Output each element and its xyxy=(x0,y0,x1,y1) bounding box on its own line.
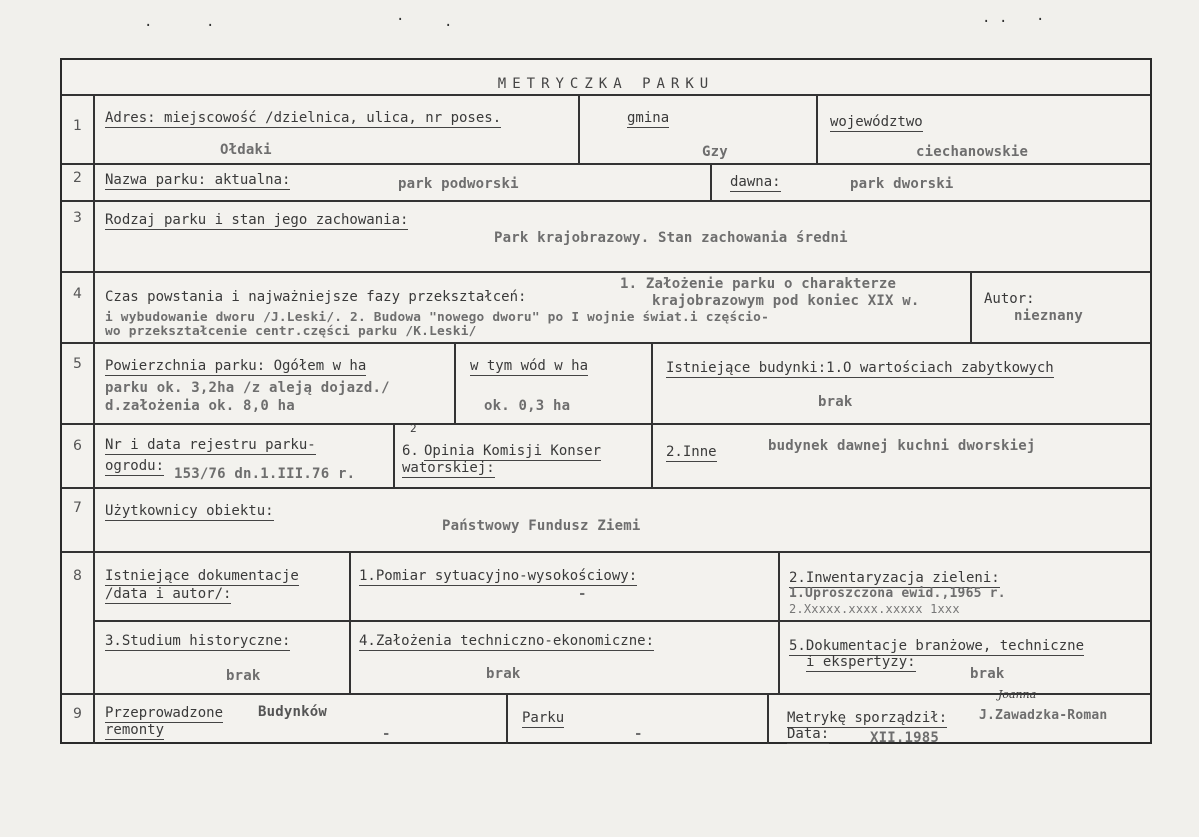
prepared-by-first-name: Joanna xyxy=(998,688,1037,701)
cell-divider xyxy=(393,423,395,487)
area-value: d.założenia ok. 8,0 ha xyxy=(105,398,295,414)
form-title: METRYCZKA PARKU xyxy=(497,76,715,92)
history-phases-value: krajobrazowym pod koniec XIX w. xyxy=(652,293,920,309)
area-label: Powierzchnia parku: Ogółem w ha xyxy=(105,358,367,374)
register-label: ogrodu: xyxy=(105,458,165,474)
water-value: ok. 0,3 ha xyxy=(484,398,571,414)
paper-mark: . xyxy=(396,8,405,24)
opinion-label: watorskiej: xyxy=(402,460,495,476)
park-name-value: park podworski xyxy=(398,176,519,192)
park-name-label: Nazwa parku: aktualna: xyxy=(105,172,291,188)
paper-mark: . xyxy=(206,14,215,30)
opinion-number-sup: 2 xyxy=(410,422,417,435)
number-column-divider xyxy=(93,94,95,744)
historical-study-value: brak xyxy=(226,668,261,684)
cell-divider xyxy=(710,163,712,200)
row-number: 3 xyxy=(73,210,82,226)
row-divider xyxy=(62,342,1150,344)
row-number: 1 xyxy=(73,118,82,134)
row-number: 4 xyxy=(73,286,82,302)
cell-divider xyxy=(578,94,580,163)
buildings-value: brak xyxy=(818,394,853,410)
cell-divider xyxy=(651,342,653,423)
prepared-by-value: J.Zawadzka-Roman xyxy=(979,708,1108,723)
cell-divider xyxy=(816,94,818,163)
repairs-park-label: Parku xyxy=(522,710,565,726)
row-divider xyxy=(62,487,1150,489)
water-label: w tym wód w ha xyxy=(470,358,589,374)
historical-study-label: 3.Studium historyczne: xyxy=(105,633,291,649)
users-value: Państwowy Fundusz Ziemi xyxy=(442,518,641,534)
inventory-label: 2.Inwentaryzacja zieleni: xyxy=(789,570,1000,586)
park-type-value: Park krajobrazowy. Stan zachowania średni xyxy=(494,230,848,246)
repairs-park-value: - xyxy=(634,726,643,742)
users-label: Użytkownicy obiektu: xyxy=(105,503,274,519)
inventory-value: 2.Xxxxx.xxxx.xxxxx 1xxx xyxy=(789,602,960,616)
row-number: 5 xyxy=(73,356,82,372)
park-record-card xyxy=(60,58,1152,744)
other-buildings-value: budynek dawnej kuchni dworskiej xyxy=(768,438,1036,454)
gmina-label: gmina xyxy=(627,110,670,126)
history-phases-value: i wybudowanie dworu /J.Leski/. 2. Budowa "nowego dworu" po I wojnie świat.i częścio- xyxy=(105,310,769,325)
documentation-label: /data i autor/: xyxy=(105,586,232,602)
cell-divider xyxy=(651,423,653,487)
cell-divider xyxy=(349,551,351,693)
technical-economic-label: 4.Założenia techniczno-ekonomiczne: xyxy=(359,633,655,649)
cell-divider xyxy=(778,551,780,693)
register-label: Nr i data rejestru parku- xyxy=(105,437,316,453)
history-phases-value: wo przekształcenie centr.części parku /K.Leski/ xyxy=(105,324,477,339)
register-value: 153/76 dn.1.III.76 r. xyxy=(174,466,356,482)
branch-docs-label: 5.Dokumentacje branżowe, techniczne xyxy=(789,638,1085,654)
opinion-number: 6. xyxy=(402,443,419,459)
row-number: 6 xyxy=(73,438,82,454)
paper-mark: . xyxy=(1036,8,1045,24)
row-number: 7 xyxy=(73,500,82,516)
technical-economic-value: brak xyxy=(486,666,521,682)
history-phases-label: Czas powstania i najważniejsze fazy przekształceń: xyxy=(105,289,527,305)
paper-mark: . xyxy=(982,10,991,26)
area-value: parku ok. 3,2ha /z aleją dojazd./ xyxy=(105,380,390,396)
park-type-label: Rodzaj parku i stan jego zachowania: xyxy=(105,212,409,228)
address-label: Adres: miejscowość /dzielnica, ulica, nr poses. xyxy=(105,110,502,126)
row-number: 9 xyxy=(73,706,82,722)
survey-label: 1.Pomiar sytuacyjno-wysokościowy: xyxy=(359,568,638,584)
row-divider xyxy=(62,271,1150,273)
date-value: XII.1985 xyxy=(870,730,940,746)
cell-divider xyxy=(970,271,972,342)
cell-divider xyxy=(454,342,456,423)
row-divider xyxy=(62,200,1150,202)
row-divider xyxy=(62,551,1150,553)
row-divider xyxy=(62,423,1150,425)
repairs-label: Przeprowadzone xyxy=(105,705,224,721)
branch-docs-label: i ekspertyzy: xyxy=(806,654,916,670)
repairs-buildings-value: - xyxy=(382,726,391,742)
author-value: nieznany xyxy=(1014,308,1084,324)
row-divider xyxy=(93,620,1150,622)
cell-divider xyxy=(506,693,508,744)
history-phases-value: 1. Założenie parku o charakterze xyxy=(620,276,897,292)
repairs-label: remonty xyxy=(105,722,165,738)
documentation-label: Istniejące dokumentacje xyxy=(105,568,299,584)
opinion-label: Opinia Komisji Konser xyxy=(424,443,602,459)
voivodeship-label: województwo xyxy=(830,114,923,130)
former-name-value: park dworski xyxy=(850,176,954,192)
former-name-label: dawna: xyxy=(730,174,781,190)
paper-mark: . xyxy=(144,14,153,30)
survey-value: - xyxy=(578,586,587,602)
gmina-value: Gzy xyxy=(702,144,728,160)
row-divider xyxy=(62,693,1150,695)
paper-mark: . xyxy=(444,14,453,30)
inventory-value: 1.Uproszczona ewid.,1965 r. xyxy=(789,586,1006,601)
paper-mark: . xyxy=(999,10,1008,26)
prepared-by-label: Metrykę sporządził: xyxy=(787,710,948,726)
repairs-buildings-label: Budynków xyxy=(258,704,328,720)
voivodeship-value: ciechanowskie xyxy=(916,144,1029,160)
row-divider xyxy=(62,94,1150,96)
date-label: Data: xyxy=(787,726,830,742)
row-number: 8 xyxy=(73,568,82,584)
row-number: 2 xyxy=(73,170,82,186)
row-divider xyxy=(62,163,1150,165)
other-buildings-label: 2.Inne xyxy=(666,444,717,460)
branch-docs-value: brak xyxy=(970,666,1005,682)
buildings-label: Istniejące budynki:1.O wartościach zabytkowych xyxy=(666,360,1054,376)
address-value: Ołdaki xyxy=(220,142,272,158)
author-label: Autor: xyxy=(984,291,1035,307)
cell-divider xyxy=(767,693,769,744)
